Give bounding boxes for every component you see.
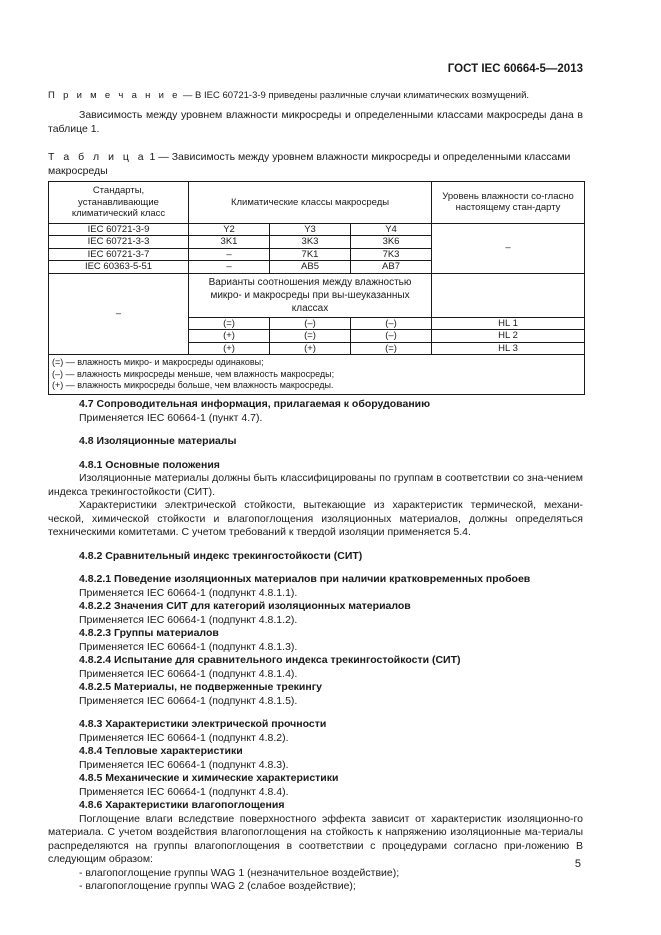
cell-variant: (=) xyxy=(351,342,432,355)
cell-variant: (=) xyxy=(189,317,270,330)
cell-class: 7K1 xyxy=(270,248,351,261)
cell-class: Y3 xyxy=(270,223,351,236)
cell-empty xyxy=(432,273,585,317)
cell-class: Y2 xyxy=(189,223,270,236)
cell-variant: (+) xyxy=(189,330,270,343)
cell-variant: (=) xyxy=(270,330,351,343)
section-title: 4.8.2.5 Материалы, не подверженные трекингу xyxy=(79,681,322,693)
section-title: 4.8.1 Основные положения xyxy=(79,458,220,471)
section-paragraph: Характеристики электрической стойкости, вытекающие из характеристик термической, механи-ческой, химической стойкости и влагопоглощения изоляционных материалов, должны определяться техническими комитетами. С учетом требований к твердой изоляции применяется 5.4. xyxy=(48,499,583,538)
cell-class: AB7 xyxy=(351,261,432,274)
table-caption-text: 1 — Зависимость между уровнем влажности микросреды и определенными классами макросреды xyxy=(48,151,571,177)
document-code: ГОСТ IEC 60664-5—2013 xyxy=(447,63,583,75)
table-row xyxy=(49,223,585,236)
section-text: Применяется IEC 60664-1 (подпункт 4.8.1.3). xyxy=(79,640,298,653)
list-item: - влагопоглощение группы WAG 2 (слабое воздействие); xyxy=(79,880,356,892)
list-item: - влагопоглощение группы WAG 1 (незначительное воздействие); xyxy=(79,866,400,879)
note xyxy=(48,89,583,103)
section-text: Применяется IEC 60664-1 (подпункт 4.8.4). xyxy=(79,785,289,798)
cell-variant: (–) xyxy=(270,317,351,330)
section-title: 4.8.2.4 Испытание для сравнительного индекса трекингостойкости (СИТ) xyxy=(79,654,461,666)
sections xyxy=(48,398,583,894)
header-classes: Климатические классы макросреды xyxy=(189,182,432,224)
footnote: (–) — влажность микросреды меньше, чем влажность макросреды; xyxy=(52,368,335,379)
section-title: 4.7 Сопроводительная информация, прилагаемая к оборудованию xyxy=(79,398,431,410)
cell-class: – xyxy=(189,248,270,261)
cell-hl: HL 3 xyxy=(432,342,585,355)
cell-variants-dash: – xyxy=(49,273,189,355)
humidity-table xyxy=(48,181,585,395)
cell-level-dash: – xyxy=(432,223,585,273)
section-title: 4.8.2 Сравнительный индекс трекингостойкости (СИТ) xyxy=(79,549,363,562)
table-header-row xyxy=(49,182,585,224)
section-text: Применяется IEC 60664-1 (подпункт 4.8.3). xyxy=(79,758,289,771)
table-caption xyxy=(48,151,583,178)
cell-standard: IEC 60721-3-9 xyxy=(49,223,189,236)
section-title: 4.8.5 Механические и химические характеристики xyxy=(79,772,339,784)
section-text: Применяется IEC 60664-1 (подпункт 4.8.1.5). xyxy=(79,694,298,707)
section-title: 4.8.2.2 Значения СИТ для категорий изоляционных материалов xyxy=(79,600,411,612)
section-text: Применяется IEC 60664-1 (подпункт 4.8.1.4). xyxy=(79,667,298,680)
intro-paragraph: Зависимость между уровнем влажности микросреды и определенными классами макросреды дана в таблице 1. xyxy=(48,109,583,135)
cell-variant: (+) xyxy=(270,342,351,355)
footnotes-cell xyxy=(49,355,585,395)
section-paragraph: Поглощение влаги вследствие поверхностного эффекта зависит от характеристик изоляционно-го материала. С учетом воздействия влагопоглощения на стойкость к напряжению изоляционные ма-териалы распределяются на группы влагопоглощения в соответствии с процедурами согласно при-ложению В следующим образом: xyxy=(48,812,583,865)
cell-class: 7K3 xyxy=(351,248,432,261)
cell-variant: (+) xyxy=(189,342,270,355)
cell-standard: IEC 60721-3-3 xyxy=(49,236,189,249)
table-footnotes xyxy=(49,355,585,395)
header-level: Уровень влажности со-гласно настоящему стан-дарту xyxy=(432,182,585,224)
footnote: (+) — влажность микросреды больше, чем влажность макросреды. xyxy=(52,380,334,390)
cell-class: AB5 xyxy=(270,261,351,274)
section-paragraph: Изоляционные материалы должны быть классифицированы по группам в соответствии со зна-чением индекса трекингостойкости (СИТ). xyxy=(48,472,583,498)
cell-hl: HL 2 xyxy=(432,330,585,343)
header-standards: Стандарты, устанавливающие климатический класс xyxy=(49,182,189,224)
footnote: (=) — влажность микро- и макросреды одинаковы; xyxy=(52,357,264,367)
page-number: 5 xyxy=(574,858,581,870)
section-title: 4.8.2.3 Группы материалов xyxy=(79,627,219,639)
section-title: 4.8.6 Характеристики влагопоглощения xyxy=(79,799,285,811)
table-row xyxy=(49,273,585,317)
cell-variant: (–) xyxy=(351,317,432,330)
cell-class: – xyxy=(189,261,270,274)
section-title: 4.8.4 Тепловые характеристики xyxy=(79,745,243,757)
note-text: — В IEC 60721-3-9 приведены различные случаи климатических возмущений. xyxy=(180,90,530,101)
section-text: Применяется IEC 60664-1 (подпункт 4.8.1.1). xyxy=(79,586,298,599)
section-text: Применяется IEC 60664-1 (подпункт 4.8.1.2). xyxy=(79,613,298,626)
cell-standard: IEC 60721-3-7 xyxy=(49,248,189,261)
cell-hl: HL 1 xyxy=(432,317,585,330)
cell-standard: IEC 60363-5-51 xyxy=(49,261,189,274)
section-title: 4.8.3 Характеристики электрической прочности xyxy=(79,718,327,730)
section-text: Применяется IEC 60664-1 (подпункт 4.8.2). xyxy=(79,731,289,744)
table-caption-label: Т а б л и ц а xyxy=(48,151,147,163)
note-label: П р и м е ч а н и е xyxy=(48,90,181,101)
cell-class: 3K6 xyxy=(351,236,432,249)
section-text: Применяется IEC 60664-1 (пункт 4.7). xyxy=(79,411,263,424)
cell-variant: (–) xyxy=(351,330,432,343)
cell-class: 3K3 xyxy=(270,236,351,249)
cell-class: 3K1 xyxy=(189,236,270,249)
section-title: 4.8.2.1 Поведение изоляционных материалов при наличии кратковременных пробоев xyxy=(79,573,531,585)
cell-class: Y4 xyxy=(351,223,432,236)
variants-title: Варианты соотношения между влажностью микро- и макросреды при вы-шеуказанных классах xyxy=(189,273,432,317)
section-title: 4.8 Изоляционные материалы xyxy=(79,435,237,447)
